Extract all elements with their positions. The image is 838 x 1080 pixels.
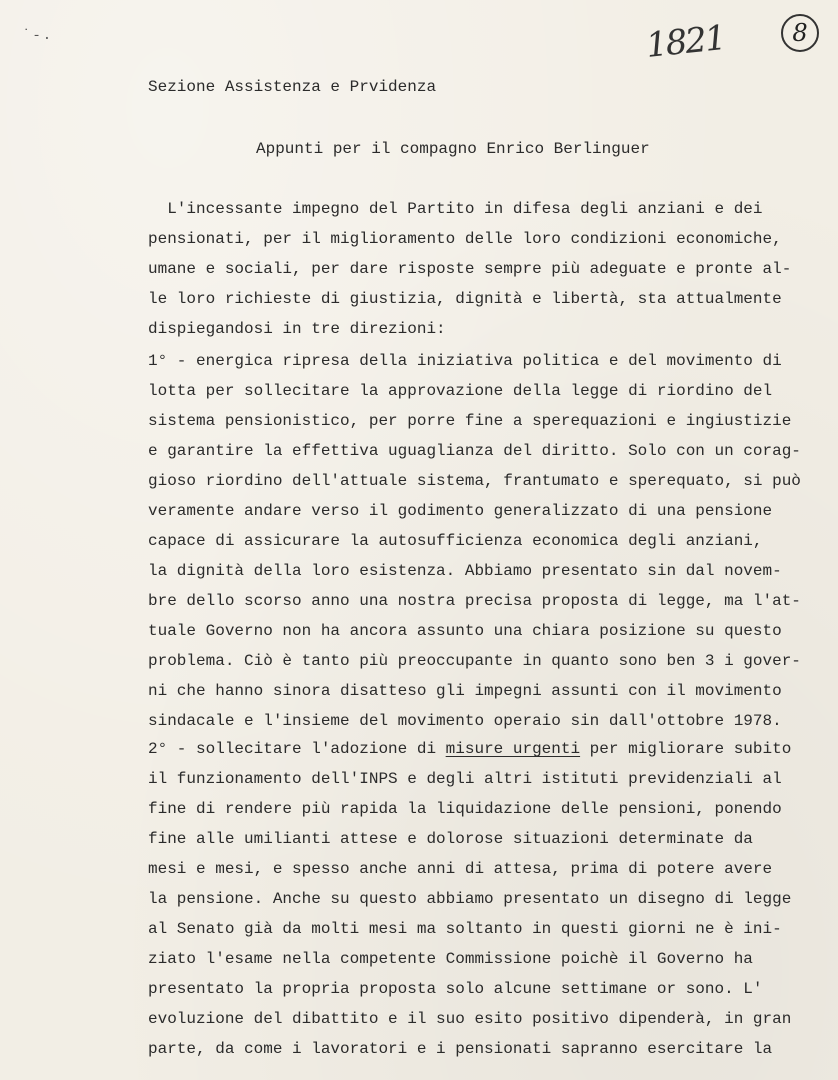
text-line: presentato la propria proposta solo alcune settimane or sono. L' [148,980,763,998]
intro-paragraph [148,194,828,344]
text-line: umane e sociali, per dare risposte sempre più adeguate e pronte al- [148,260,792,278]
text-line: bre dello scorso anno una nostra precisa proposta di legge, ma l'at- [148,592,801,610]
text-line: pensionati, per il miglioramento delle loro condizioni economiche, [148,230,782,248]
underlined-phrase: misure urgenti [445,740,581,758]
section-heading: Sezione Assistenza e Prvidenza [148,78,437,96]
point-1-paragraph [148,346,828,736]
text-line: sindacale e l'insieme del movimento operaio sin dall'ottobre 1978. [148,712,782,730]
text-line: veramente andare verso il godimento generalizzato di una pensione [148,502,773,520]
text-line: il funzionamento dell'INPS e degli altri istituti previdenziali al [148,770,782,788]
text-line: la dignità della loro esistenza. Abbiamo presentato sin dal novem- [148,562,782,580]
text-line: problema. Ciò è tanto più preoccupante in quanto sono ben 3 i gover- [148,652,801,670]
text-line: parte, da come i lavoratori e i pensionati sapranno esercitare la [148,1040,773,1058]
text-line: tuale Governo non ha ancora assunto una chiara posizione su questo [148,622,782,640]
text-line [148,734,828,764]
text-line: al Senato già da molti mesi ma soltanto in questi giorni ne è ini- [148,920,782,938]
text-line: evoluzione del dibattito e il suo esito positivo dipenderà, in gran [148,1010,792,1028]
text-line: capace di assicurare la autosufficienza economica degli anziani, [148,532,763,550]
text-segment: 2° - sollecitare l'adozione di [148,740,446,758]
text-line: le loro richieste di giustizia, dignità e libertà, sta attualmente [148,290,782,308]
text-line: 1° - energica ripresa della iniziativa politica e del movimento di [148,352,782,370]
text-line: dispiegandosi in tre direzioni: [148,320,446,338]
corner-mark: ˙-. [22,28,54,44]
text-line: ni che hanno sinora disatteso gli impegni assunti con il movimento [148,682,782,700]
handwritten-document-number: 1821 [644,18,727,66]
text-line: gioso riordino dell'attuale sistema, frantumato e sperequato, si può [148,472,801,490]
text-segment: per migliorare subito [580,740,792,758]
text-line: lotta per sollecitare la approvazione della legge di riordino del [148,382,773,400]
text-line: L'incessante impegno del Partito in difesa degli anziani e dei [148,200,763,218]
text-line: fine alle umilianti attese e dolorose situazioni determinate da [148,830,753,848]
text-line: e garantire la effettiva uguaglianza del diritto. Solo con un corag- [148,442,801,460]
text-line: fine di rendere più rapida la liquidazione delle pensioni, ponendo [148,800,782,818]
text-line: la pensione. Anche su questo abbiamo presentato un disegno di legge [148,890,792,908]
circled-page-number: 8 [781,14,819,52]
text-line: sistema pensionistico, per porre fine a sperequazioni e ingiustizie [148,412,792,430]
text-line: mesi e mesi, e spesso anche anni di attesa, prima di potere avere [148,860,773,878]
document-title: Appunti per il compagno Enrico Berlinguer [256,140,650,158]
text-line: ziato l'esame nella competente Commissione poichè il Governo ha [148,950,753,968]
point-2-paragraph [148,734,828,1064]
